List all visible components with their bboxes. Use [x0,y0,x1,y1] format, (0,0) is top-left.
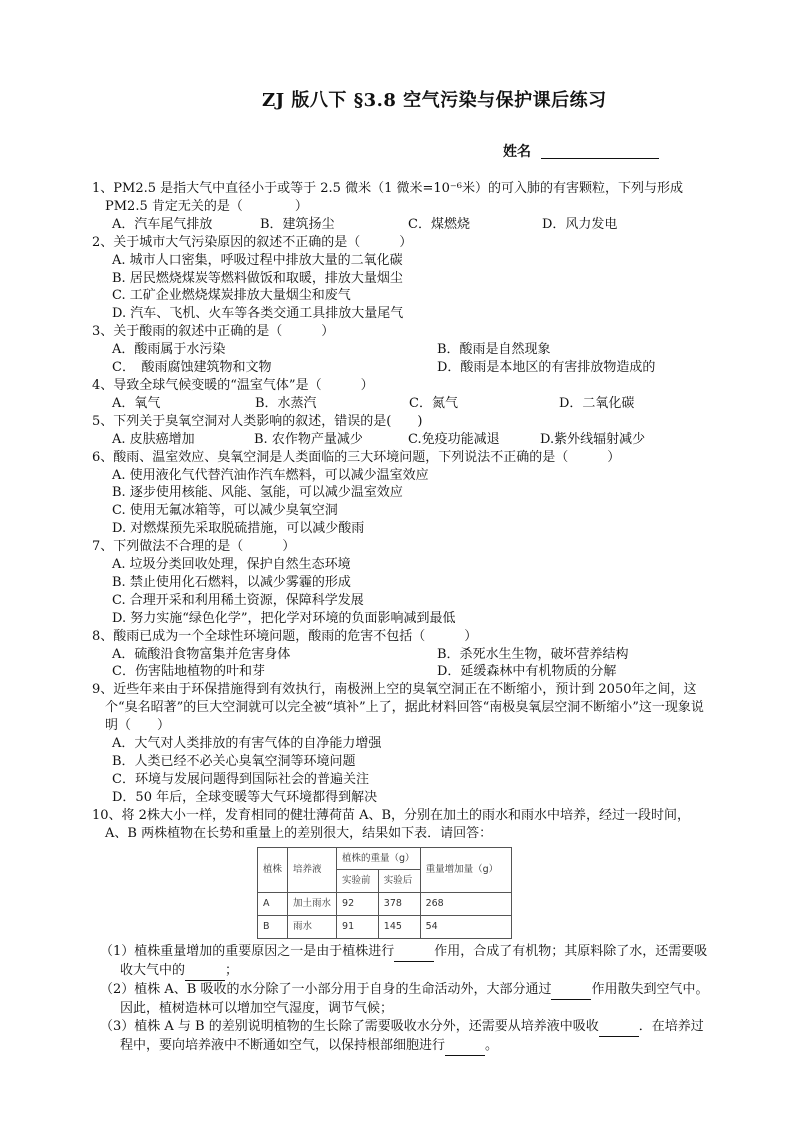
option-d[interactable]: D．延缓森林中有机物质的分解 [437,664,617,680]
cell-after: 145 [378,916,420,939]
option-c[interactable]: C．煤燃烧 [408,216,470,232]
option-row [92,646,712,664]
option-d[interactable]: D. 对燃煤预先采取脱硫措施，可以减少酸雨 [112,521,365,537]
sub-question-text: ．在培养过程中，要向培养液中不断通如空气，以保持根部细胞进行 [120,1018,704,1053]
cell-medium: 雨水 [288,916,337,939]
question-1 [92,180,712,234]
name-field [503,141,659,161]
cell-after: 378 [378,893,420,916]
option-c[interactable]: C．氮气 [409,395,458,411]
option-a[interactable]: A. 垃圾分类回收处理，保护自然生态环境 [112,557,351,573]
sub-question-text: （3）植株 A 与 B 的差别说明植物的生长除了需要吸收水分外，还需要从培养液中吸收 [100,1018,599,1034]
option-a[interactable]: A. 皮肤癌增加 [112,431,195,447]
question-stem: 7、下列做法不合理的是（ ） [92,539,296,555]
cell-before: 91 [337,916,379,939]
sub-question-3 [92,1018,712,1056]
header-medium: 培养液 [288,847,337,893]
question-list [92,180,712,1056]
page-title: ZJ 版八下 §3.8 空气污染与保护课后练习 [262,90,607,111]
question-stem: 10、将 2株大小一样，发育相同的健壮薄荷苗 A、B，分别在加土的雨水和雨水中培养，经过一段时间，A、B 两株植物在长势和重量上的差别很大，结果如下表．请回答： [92,807,691,841]
question-9 [92,681,712,806]
option-b[interactable]: B．水蒸汽 [255,395,317,411]
table-row [258,916,512,939]
question-4 [92,377,712,413]
option-a[interactable]: A．酸雨属于水污染 [112,342,226,358]
cell-plant: B [258,916,288,939]
header-weight: 植株的重量（g） [337,847,421,870]
question-10 [92,807,712,1056]
option-c[interactable]: C． 酸雨腐蚀建筑物和文物 [112,360,272,376]
question-stem: 8、酸雨已成为一个全球性环境问题，酸雨的危害不包括（ ） [92,628,478,644]
table-header-row [258,847,512,870]
question-8 [92,628,712,682]
name-blank[interactable] [541,144,659,159]
option-d[interactable]: D．二氧化碳 [559,395,635,411]
header-plant: 植株 [258,847,288,893]
option-a[interactable]: A. 使用液化气代替汽油作汽车燃料，可以减少温室效应 [112,467,429,483]
sub-question-text: （2）植株 A、B 吸收的水分除了一小部分用于自身的生命活动外，大部分通过 [100,981,552,997]
option-b[interactable]: B．人类已经不必关心臭氧空洞等环境问题 [112,754,356,769]
sub-question-text: ； [225,963,239,979]
option-row [92,431,712,449]
option-c[interactable]: C. 使用无氟冰箱等，可以减少臭氧空洞 [112,503,338,519]
option-c[interactable]: C．环境与发展问题得到国际社会的普遍关注 [112,771,369,787]
question-stem: 9、近些年来由于环保措施得到有效执行，南极洲上空的臭氧空洞正在不断缩小，预计到 2050年之间，这个“臭名昭著”的巨大空洞就可以完全被“填补”上了，据此材料回答“南极臭氧层空洞不断缩小”这一现象说明（ ） [92,682,704,734]
option-d[interactable]: D. 努力实施“绿色化学”，把化学对环境的负面影响减到最低 [112,610,456,626]
question-3 [92,323,712,377]
header-before: 实验前 [337,870,379,893]
option-a[interactable]: A．硫酸沿食物富集并危害身体 [112,646,291,662]
header-after: 实验后 [378,870,420,893]
question-7 [92,538,712,628]
cell-gain: 268 [420,893,511,916]
cell-medium: 加土雨水 [288,893,337,916]
sub-question-text: （1）植株重量增加的重要原因之一是由于植株进行 [100,944,395,960]
question-stem: 5、下列关于臭氧空洞对人类影响的叙述，错误的是( ) [92,413,423,429]
results-table [257,847,512,940]
question-5 [92,413,712,449]
option-b[interactable]: B. 禁止使用化石燃料，以减少雾霾的形成 [112,574,351,590]
table-row [258,893,512,916]
option-b[interactable]: B. 逐步使用核能、风能、氢能，可以减少温室效应 [112,485,403,501]
question-6 [92,449,712,539]
option-d[interactable]: D．风力发电 [542,216,618,232]
option-d[interactable]: D. 汽车、飞机、火车等各类交通工具排放大量尾气 [112,306,404,322]
option-a[interactable]: A．汽车尾气排放 [112,216,213,232]
question-stem: 1、PM2.5 是指大气中直径小于或等于 2.5 微米（1 微米=10⁻⁶米）的可入肺的有害颗粒，下列与形成PM2.5 肯定无关的是（ ） [92,181,683,214]
answer-blank[interactable] [551,981,591,1000]
option-b[interactable]: B．酸雨是自然现象 [437,342,551,358]
option-row [92,359,712,377]
cell-gain: 54 [420,916,511,939]
answer-blank[interactable] [445,1037,485,1056]
option-a[interactable]: A．大气对人类排放的有害气体的自净能力增强 [112,736,382,752]
question-stem: 4、导致全球气候变暖的“温室气体”是（ ） [92,377,374,393]
option-row [92,395,712,413]
sub-question-1 [92,943,712,981]
option-b[interactable]: B．杀死水生生物，破坏营养结构 [437,646,629,662]
answer-blank[interactable] [394,943,434,962]
option-c[interactable]: C．伤害陆地植物的叶和芽 [112,664,265,680]
option-b[interactable]: B. 居民燃烧煤炭等燃料做饭和取暖，排放大量烟尘 [112,270,403,286]
question-2 [92,234,712,324]
name-label: 姓名 [503,144,531,160]
option-c[interactable]: C.免疫功能减退 [408,431,500,447]
option-b[interactable]: B．建筑扬尘 [260,216,335,232]
option-row [92,663,712,681]
answer-blank[interactable] [185,962,225,981]
option-b[interactable]: B. 农作物产量减少 [254,431,363,447]
option-row [92,341,712,359]
option-c[interactable]: C. 工矿企业燃烧煤炭排放大量烟尘和废气 [112,288,351,304]
option-d[interactable]: D.紫外线辐射减少 [540,431,646,447]
option-d[interactable]: D．酸雨是本地区的有害排放物造成的 [437,360,656,376]
sub-question-text: 。 [485,1037,499,1053]
header-gain: 重量增加量（g） [420,847,511,893]
option-a[interactable]: A．氧气 [112,395,161,411]
cell-plant: A [258,893,288,916]
option-d[interactable]: D．50 年后，全球变暖等大气环境都得到解决 [112,789,378,805]
cell-before: 92 [337,893,379,916]
question-stem: 3、关于酸雨的叙述中正确的是（ ） [92,324,335,340]
answer-blank[interactable] [599,1018,639,1037]
sub-question-2 [92,981,712,1018]
option-a[interactable]: A. 城市人口密集，呼吸过程中排放大量的二氧化碳 [112,252,403,268]
option-c[interactable]: C. 合理开采和利用稀土资源，保障科学发展 [112,592,364,608]
question-stem: 6、酸雨、温室效应、臭氧空洞是人类面临的三大环境问题，下列说法不正确的是（ ） [92,449,621,465]
question-stem: 2、关于城市大气污染原因的叙述不正确的是（ ） [92,234,413,250]
sub-question-text: 作用，合成了有机物；其原料除了水，还需要吸收大气中的 [120,944,708,979]
option-row [92,216,712,234]
sub-question-text: 作用散失到空气中。因此，植树造林可以增加空气湿度，调节气候； [120,981,709,1016]
